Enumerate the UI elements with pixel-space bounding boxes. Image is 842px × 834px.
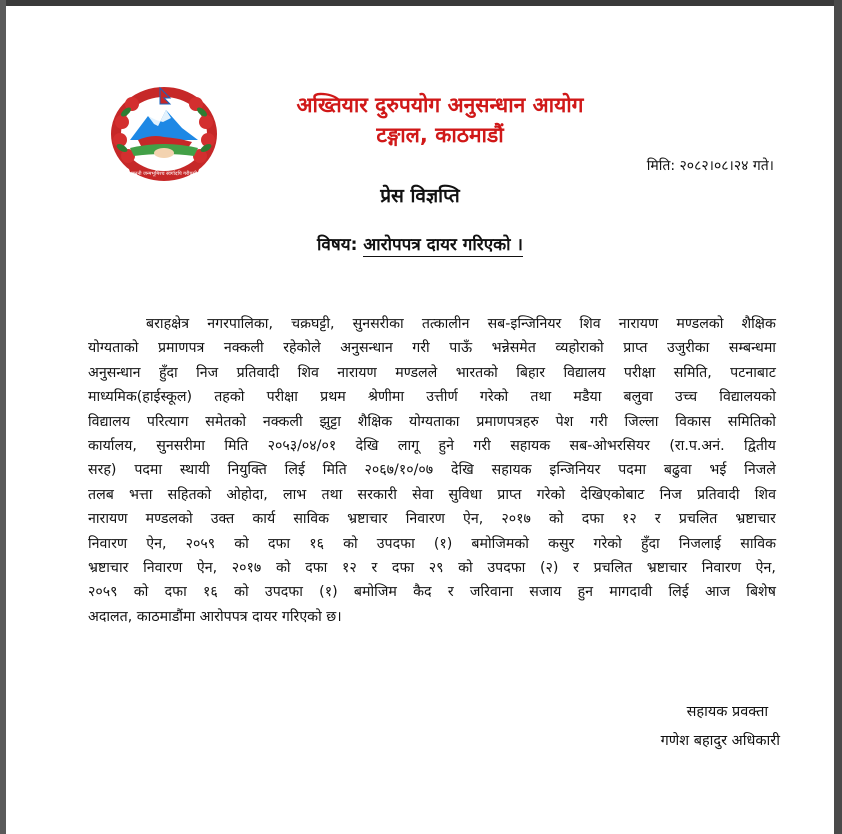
body-word: बिशेष xyxy=(746,584,776,601)
body-word: रहेकोले xyxy=(283,340,321,357)
body-word: सुनसरीका xyxy=(352,316,404,332)
body-word: परित्याग xyxy=(146,413,189,430)
body-word: शिव xyxy=(754,486,776,503)
body-word: तहको xyxy=(214,389,245,406)
body-word: व्यहोराको xyxy=(555,340,604,357)
body-word: उपदफा xyxy=(376,535,415,552)
body-word: स्थायी xyxy=(179,462,210,479)
body-word: जिल्ला xyxy=(624,413,659,430)
body-word: मण्डलको xyxy=(676,316,724,332)
body-word: र xyxy=(573,560,579,577)
body-word: को xyxy=(343,535,358,552)
body-word: गरेको xyxy=(479,389,509,406)
body-word: भारतको xyxy=(455,364,498,381)
body-word: र xyxy=(371,560,378,577)
body-word: चक्रघट्टी, xyxy=(291,316,335,332)
body-word: मिति xyxy=(224,438,249,455)
body-line xyxy=(88,361,776,385)
body-word: हुने xyxy=(438,438,454,455)
body-word: २०१७ xyxy=(231,560,262,577)
body-word: उपदफा xyxy=(487,560,526,577)
signature-block xyxy=(661,698,780,756)
body-word: मण्डलको xyxy=(145,511,193,528)
body-word: सब-इन्जिनियर xyxy=(487,316,562,332)
body-word: पटनाबाट xyxy=(730,364,776,381)
body-word: २०६७/१०/०७ xyxy=(364,462,434,479)
body-word: नारायण xyxy=(337,364,377,381)
body-word: २९ xyxy=(428,560,444,577)
body-word: २०५९ xyxy=(185,535,216,552)
body-word: भत्ता xyxy=(129,486,153,503)
body-word: पाऊँ xyxy=(449,340,473,357)
body-word: दफा xyxy=(391,560,415,577)
body-word: उत्तीर्ण xyxy=(426,389,458,406)
body-word: उच्च xyxy=(674,389,698,406)
body-word: नारायण xyxy=(618,316,659,332)
body-word: सहितको xyxy=(167,486,212,503)
body-word: निज xyxy=(659,486,682,503)
body-word: साविक xyxy=(740,535,776,552)
body-word: प्राप्त xyxy=(497,486,522,503)
body-line xyxy=(88,483,776,507)
body-word: को xyxy=(549,511,564,528)
body-word: निवारण xyxy=(88,535,128,552)
body-word: बिहार xyxy=(516,364,546,381)
body-word: श्रेणीमा xyxy=(367,389,405,406)
body-word: नक्कली xyxy=(223,340,264,357)
body-word: देखि xyxy=(450,462,474,479)
body-word: उपदफा xyxy=(264,584,303,601)
body-word: योग्यताका xyxy=(409,413,460,430)
body-word: भई xyxy=(709,462,727,479)
body-word: १६ xyxy=(309,535,324,552)
window-frame-right xyxy=(834,0,842,834)
body-line xyxy=(88,507,776,531)
body-word: हुँदा xyxy=(640,535,660,552)
body-word: तत्कालीन xyxy=(421,316,470,332)
body-word: सहायक xyxy=(510,438,551,455)
body-word: लागू xyxy=(397,438,420,455)
body-word: को xyxy=(133,584,149,601)
body-word: निजलाई xyxy=(678,535,722,552)
body-word: भ्रष्टाचार xyxy=(735,511,776,528)
body-word: लिई xyxy=(668,584,689,601)
body-word: को xyxy=(234,535,249,552)
body-word: ऐन, xyxy=(463,511,484,528)
body-word: दफा xyxy=(164,584,187,601)
body-word: गरी xyxy=(473,438,491,455)
body-word: मागदावी xyxy=(609,584,653,601)
body-word: समितिको xyxy=(727,413,776,430)
body-word: १६ xyxy=(203,584,218,601)
body-line xyxy=(88,532,776,556)
body-word: गरेको xyxy=(593,535,622,552)
body-line xyxy=(88,434,776,458)
body-word: बमोजिम xyxy=(353,584,397,601)
body-word: सब-ओभरसियर xyxy=(569,438,650,455)
body-word: ऐन, xyxy=(196,560,218,577)
body-word: दफा xyxy=(581,511,604,528)
body-word: मडैया xyxy=(573,389,602,406)
signatory-role: सहायक प्रवक्ता xyxy=(686,704,769,720)
body-line xyxy=(88,312,776,336)
body-line xyxy=(88,580,776,604)
body-word: गरेको xyxy=(536,486,566,503)
body-word: योग्यताको xyxy=(88,340,139,357)
body-word: पेश xyxy=(555,413,574,430)
body-word: ऐन, xyxy=(755,560,776,577)
body-word: र xyxy=(447,584,454,601)
body-word: साविक xyxy=(293,511,330,528)
body-word: कैद xyxy=(413,584,432,601)
body-word: सहायक xyxy=(491,462,532,479)
organization-location: टङ्गाल, काठमाडौं xyxy=(376,123,504,147)
body-word: तथा xyxy=(321,486,343,503)
body-word: परीक्षा xyxy=(623,364,656,381)
body-word: अनुसन्धान xyxy=(88,364,141,381)
body-word: ओहोदा, xyxy=(226,486,268,503)
body-word: माध्यमिक(हाईस्कूल) xyxy=(88,389,193,406)
body-word: गरी xyxy=(590,413,608,430)
organization-name: अख्तियार दुरुपयोग अनुसन्धान आयोग xyxy=(296,93,584,117)
body-word: प्रथम xyxy=(320,389,346,406)
subject-text: आरोपपत्र दायर गरिएको । xyxy=(363,235,523,255)
body-word: भन्नेसमेत xyxy=(491,340,536,357)
body-word: निवारण xyxy=(405,511,445,528)
body-word: सुविधा xyxy=(448,486,483,503)
body-word: मिति xyxy=(322,462,347,479)
body-word: शिव xyxy=(297,364,319,381)
body-word: सेवा xyxy=(412,486,434,503)
document-title: प्रेस विज्ञप्ति xyxy=(380,185,460,207)
body-word: र xyxy=(654,511,661,528)
body-word: बलुवा xyxy=(623,389,653,406)
body-word: इन्जिनियर xyxy=(549,462,601,479)
body-word: नारायण xyxy=(88,511,128,528)
body-word: विद्यालय xyxy=(563,364,606,381)
body-word: कार्य xyxy=(252,511,276,528)
body-word: हुँदा xyxy=(158,364,178,381)
body-word: सम्बन्धमा xyxy=(728,340,776,357)
body-line xyxy=(88,410,776,434)
body-word: को xyxy=(234,584,249,601)
body-word: बराहक्षेत्र xyxy=(146,316,190,332)
body-word: झुट्टा xyxy=(319,413,341,430)
organization-header xyxy=(270,90,610,150)
body-word: प्रचलित xyxy=(593,560,633,577)
body-word: दफा xyxy=(305,560,328,577)
body-word: उजुरीका xyxy=(666,340,710,357)
body-word: नियुक्ति xyxy=(227,462,267,479)
press-release-body xyxy=(88,312,776,629)
body-word: आज xyxy=(704,584,731,601)
body-word: नगरपालिका, xyxy=(207,316,273,332)
body-word: पदमा xyxy=(618,462,647,479)
body-word: समेतको xyxy=(205,413,247,430)
body-word: शैक्षिक xyxy=(357,413,393,430)
body-word: बढुवा xyxy=(663,462,692,479)
body-word: देखि xyxy=(355,438,379,455)
body-word: उक्त xyxy=(210,511,235,528)
body-word: निवारण xyxy=(701,560,741,577)
body-word: (१) xyxy=(319,584,338,601)
body-word: विद्यालय xyxy=(88,413,131,430)
body-word: मण्डलले xyxy=(395,364,438,381)
body-word: लिई xyxy=(284,462,305,479)
body-word: परीक्षा xyxy=(266,389,298,406)
body-word: (१) xyxy=(433,535,453,552)
body-word: १२ xyxy=(342,560,357,577)
body-word: निवारण xyxy=(143,560,183,577)
body-word: समिति, xyxy=(673,364,712,381)
body-word: भ्रष्टाचार xyxy=(88,560,129,577)
signatory-name: गणेश बहादुर अधिकारी xyxy=(660,733,780,749)
body-word: १२ xyxy=(622,511,637,528)
body-word: २०१७ xyxy=(501,511,531,528)
body-word: द्वितीय xyxy=(744,438,776,455)
svg-text:जननी जन्मभूमिश्च स्वर्गादपि गर: जननी जन्मभूमिश्च स्वर्गादपि गरीयसी xyxy=(130,171,198,177)
body-word: सजाय xyxy=(529,584,562,601)
body-word: शैक्षिक xyxy=(741,316,776,332)
body-word: दफा xyxy=(267,535,291,552)
body-word: प्रमाणपत्रहरु xyxy=(476,413,539,430)
body-word: तथा xyxy=(530,389,552,406)
body-word: पदमा xyxy=(134,462,163,479)
body-word: कार्यालय, xyxy=(88,438,137,455)
body-line: अदालत, काठमाडौंमा आरोपपत्र दायर गरिएको छ। xyxy=(88,608,342,625)
body-word: प्रचलित xyxy=(678,511,718,528)
body-word: विकास xyxy=(675,413,711,430)
nepal-emblem-icon xyxy=(108,82,220,182)
body-word: को xyxy=(458,560,473,577)
body-line xyxy=(88,556,776,580)
body-word: भ्रष्टाचार xyxy=(646,560,688,577)
body-word: विद्यालयको xyxy=(719,389,776,406)
document-date: मिति: २०८२।०८।२४ गते। xyxy=(646,158,774,174)
body-word: (रा.प.अनं. xyxy=(669,438,725,455)
body-word: कसुर xyxy=(548,535,575,552)
body-line xyxy=(88,458,776,482)
body-word: जरिवाना xyxy=(469,584,514,601)
body-word: सुनसरीमा xyxy=(156,438,205,455)
body-word: बमोजिमको xyxy=(471,535,529,552)
body-word: को xyxy=(275,560,291,577)
body-word: प्राप्त xyxy=(623,340,648,357)
body-word: (२) xyxy=(540,560,559,577)
body-word: निजले xyxy=(744,462,776,479)
body-word: देखिएकोबाट xyxy=(580,486,645,503)
body-word: प्रतिवादी xyxy=(696,486,740,503)
body-word: सरकारी xyxy=(357,486,397,503)
subject-label: विषय: xyxy=(317,235,358,255)
body-line xyxy=(88,336,776,360)
body-word: गरी xyxy=(412,340,430,357)
body-word: निज xyxy=(196,364,219,381)
body-word: ऐन, xyxy=(146,535,167,552)
body-word: प्रतिवादी xyxy=(236,364,280,381)
body-line xyxy=(88,385,776,409)
subject-line xyxy=(200,232,640,255)
body-word: प्रमाणपत्र xyxy=(157,340,205,357)
body-word: हुन xyxy=(577,584,593,601)
body-word: अनुसन्धान xyxy=(340,340,393,357)
body-word: भ्रष्टाचार xyxy=(347,511,388,528)
body-word: २०५३/०४/०१ xyxy=(267,438,337,455)
body-word: सरह) xyxy=(88,462,117,479)
body-word: तलब xyxy=(88,486,114,503)
body-word: लाभ xyxy=(283,486,307,503)
body-word: शिव xyxy=(579,316,601,332)
body-word: २०५९ xyxy=(88,584,118,601)
body-word: नक्कली xyxy=(262,413,303,430)
